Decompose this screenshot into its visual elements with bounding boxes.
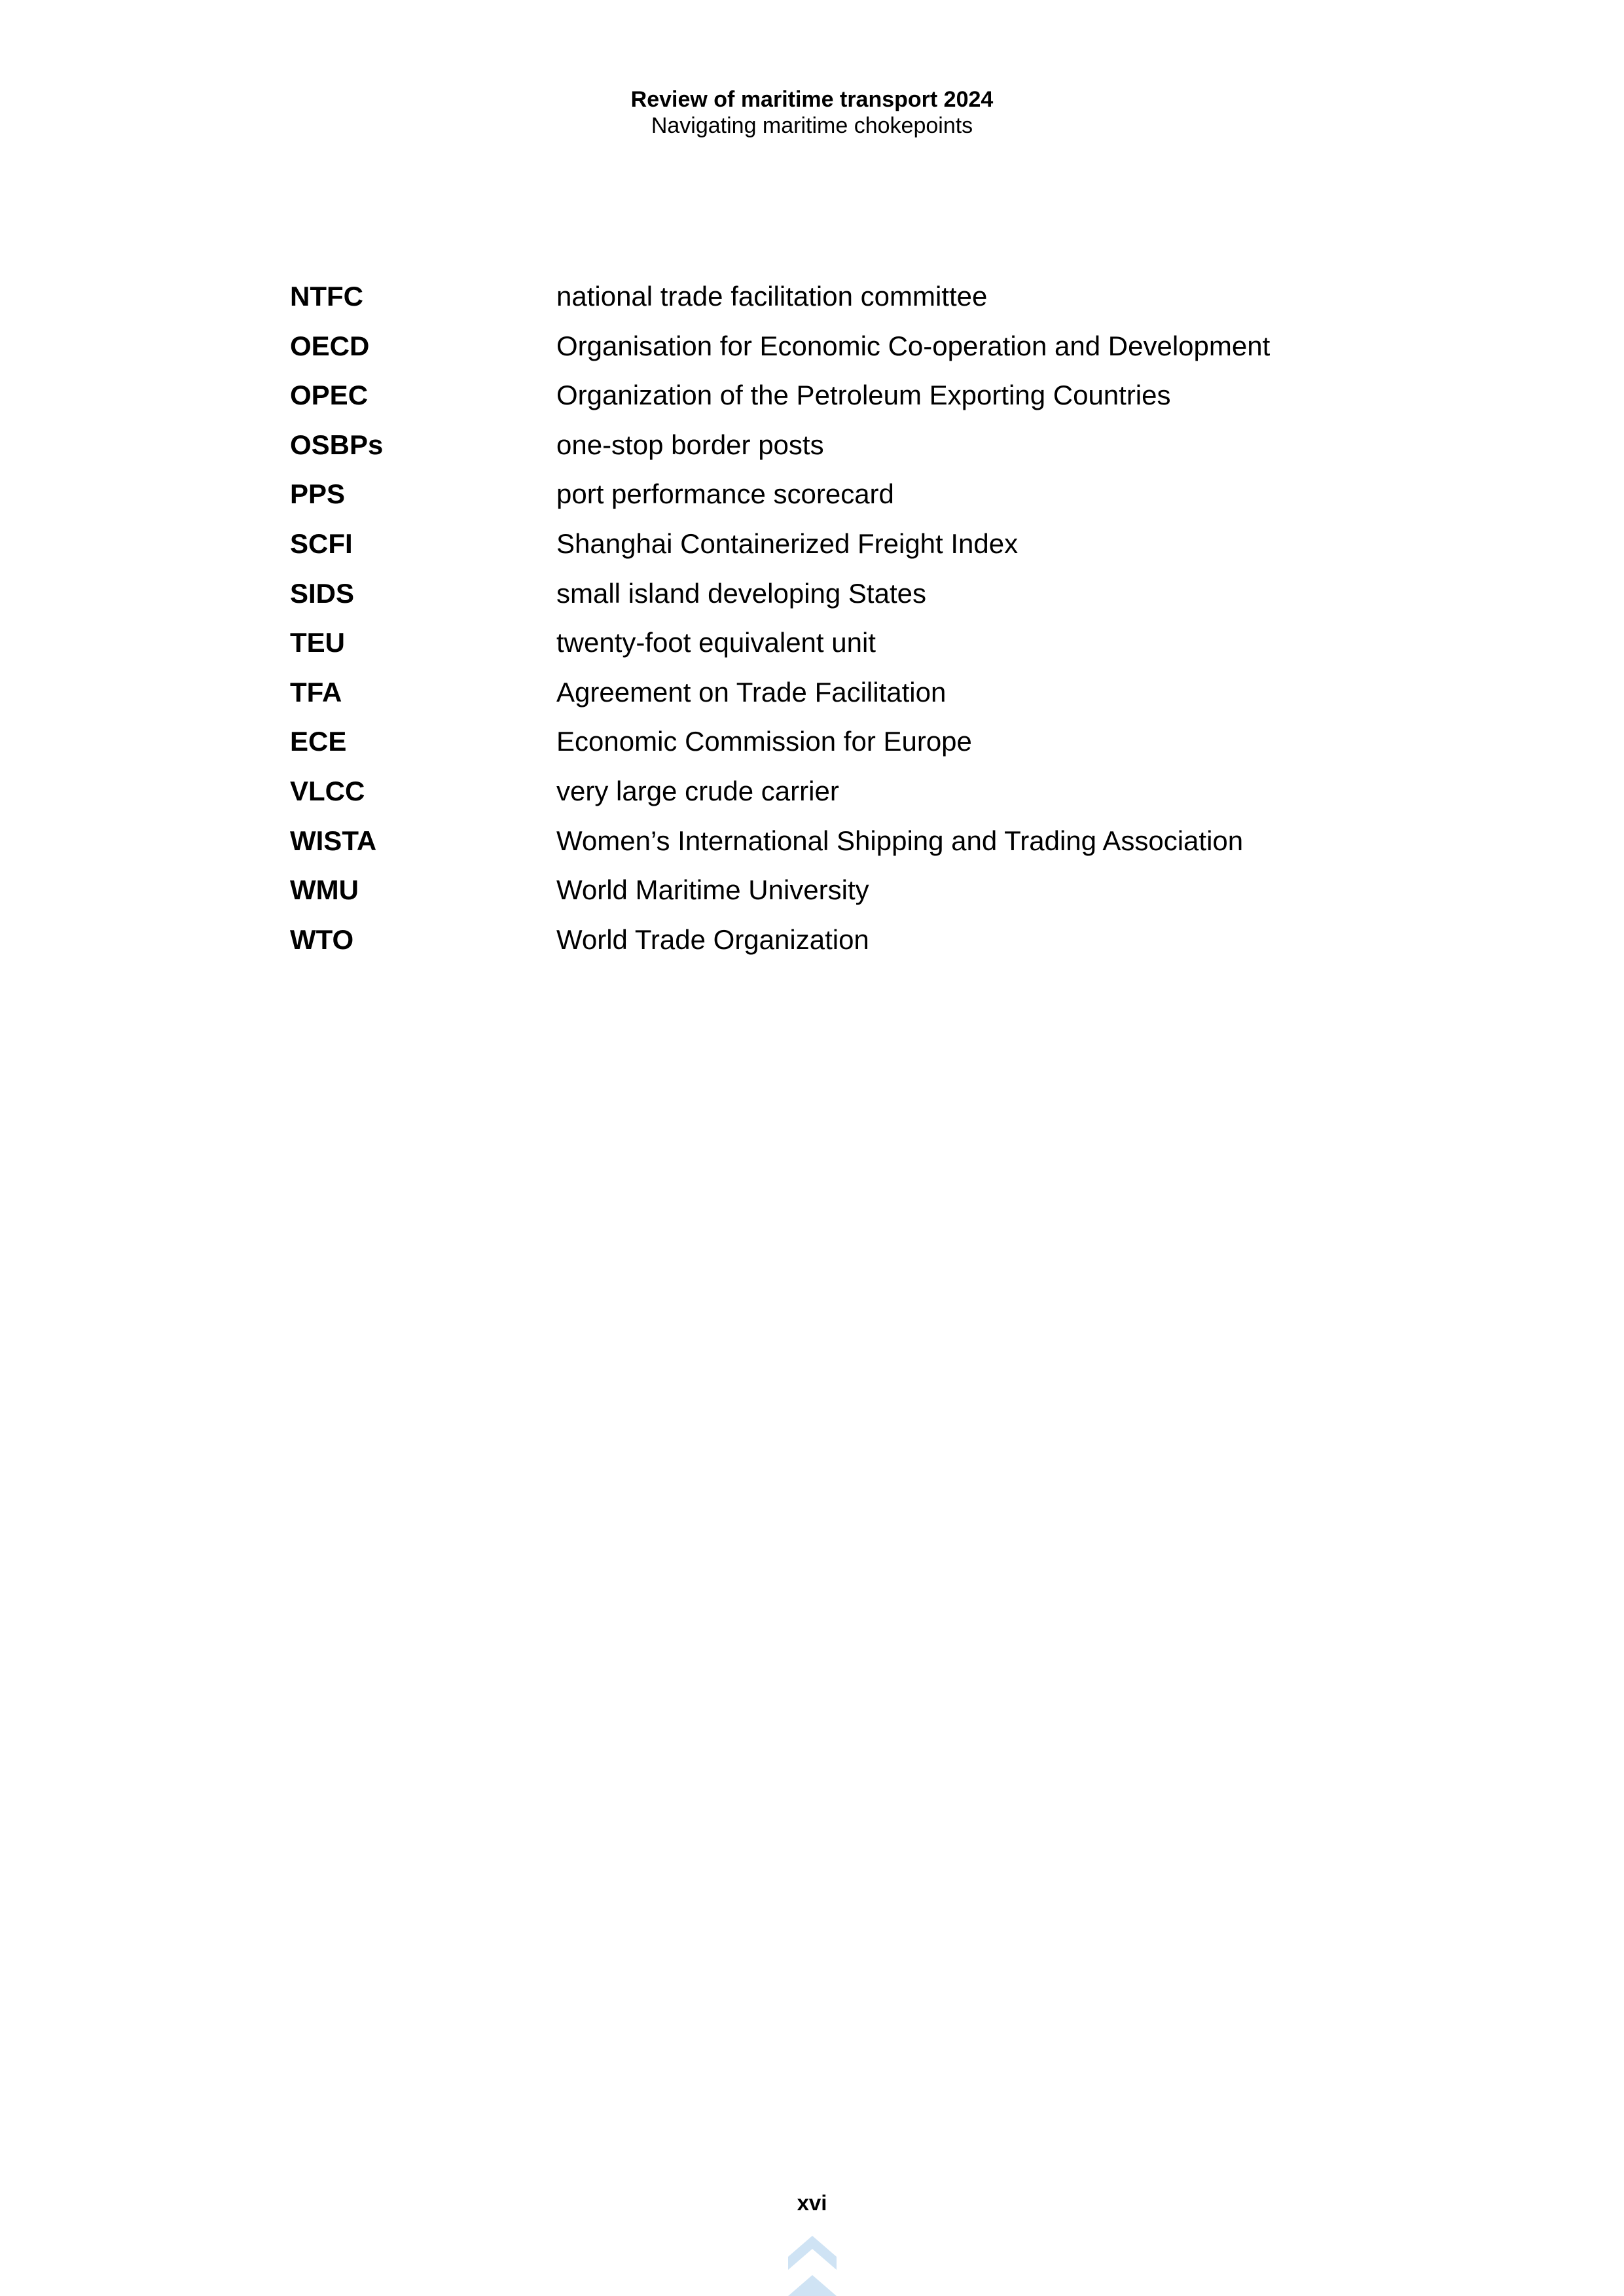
abbreviation-definition: national trade facilitation committee xyxy=(556,281,988,312)
abbreviation-definition: Economic Commission for Europe xyxy=(556,726,972,757)
abbreviation-term: ECE xyxy=(290,726,347,757)
page-number: xvi xyxy=(797,2191,827,2215)
abbreviation-definition: Organisation for Economic Co-operation and Development xyxy=(556,330,1271,361)
abbreviation-row xyxy=(290,873,1403,923)
abbreviation-row xyxy=(290,378,1403,428)
abbreviation-row xyxy=(290,329,1403,379)
abbreviation-row xyxy=(290,577,1403,626)
abbreviation-row xyxy=(290,774,1403,824)
abbreviations-list xyxy=(290,279,1403,972)
document-title: Review of maritime transport 2024 xyxy=(630,87,994,112)
abbreviation-term: SIDS xyxy=(290,577,355,609)
abbreviation-term: PPS xyxy=(290,478,346,510)
document-subtitle: Navigating maritime chokepoints xyxy=(651,113,973,138)
abbreviation-term: WMU xyxy=(290,874,359,906)
abbreviation-term: SCFI xyxy=(290,528,353,559)
running-header xyxy=(0,86,1624,139)
abbreviation-term: NTFC xyxy=(290,281,363,312)
abbreviation-definition: twenty-foot equivalent unit xyxy=(556,627,876,658)
abbreviation-definition: Shanghai Containerized Freight Index xyxy=(556,528,1019,559)
abbreviation-term: WTO xyxy=(290,924,354,955)
abbreviation-row xyxy=(290,923,1403,973)
abbreviation-term: TFA xyxy=(290,676,342,708)
abbreviation-row xyxy=(290,626,1403,675)
abbreviation-definition: World Trade Organization xyxy=(556,924,869,955)
abbreviation-row xyxy=(290,675,1403,725)
abbreviation-row xyxy=(290,477,1403,527)
abbreviation-definition: Organization of the Petroleum Exporting Countries xyxy=(556,380,1171,411)
abbreviation-definition: Agreement on Trade Facilitation xyxy=(556,676,947,708)
abbreviation-definition: small island developing States xyxy=(556,577,926,609)
abbreviation-term: OPEC xyxy=(290,380,369,411)
abbreviation-term: OSBPs xyxy=(290,429,384,460)
chevron-up-icon xyxy=(788,2233,837,2296)
abbreviation-row xyxy=(290,824,1403,874)
abbreviation-term: OECD xyxy=(290,330,370,361)
abbreviation-row xyxy=(290,725,1403,774)
abbreviation-row xyxy=(290,527,1403,577)
abbreviation-term: WISTA xyxy=(290,825,377,856)
abbreviation-definition: port performance scorecard xyxy=(556,478,894,510)
abbreviation-term: TEU xyxy=(290,627,345,658)
abbreviation-definition: Women’s International Shipping and Trading Association xyxy=(556,825,1244,856)
abbreviation-definition: World Maritime University xyxy=(556,874,869,906)
abbreviation-term: VLCC xyxy=(290,775,365,806)
abbreviation-row xyxy=(290,279,1403,329)
abbreviation-definition: very large crude carrier xyxy=(556,775,839,806)
abbreviation-row xyxy=(290,428,1403,478)
abbreviation-definition: one-stop border posts xyxy=(556,429,824,460)
